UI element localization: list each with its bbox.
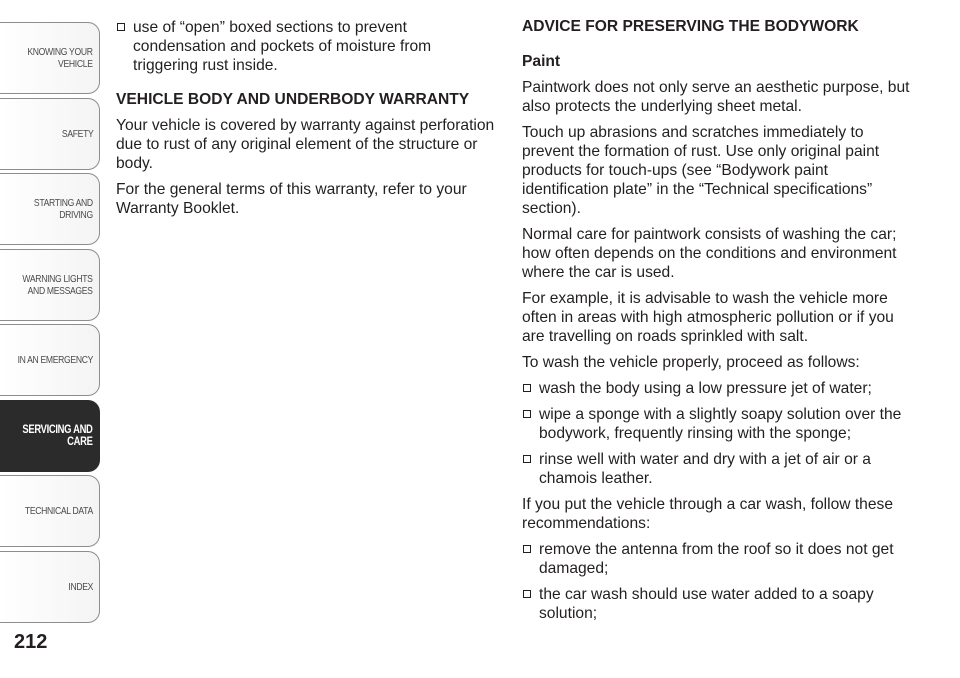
tab-label: KNOWING YOUR VEHICLE xyxy=(27,46,93,70)
list-item-text: remove the antenna from the roof so it does not get damaged; xyxy=(539,541,894,577)
subsection-heading: Paint xyxy=(522,53,561,70)
checkbox-bullet-icon xyxy=(523,410,531,418)
tab-index[interactable] xyxy=(0,551,100,623)
tab-label: WARNING LIGHTS AND MESSAGES xyxy=(22,272,93,297)
tab-warning-lights[interactable] xyxy=(0,249,100,321)
tab-servicing-and-care[interactable] xyxy=(0,400,100,472)
list-item-text: use of “open” boxed sections to prevent condensation and pockets of moisture from triggering rust inside. xyxy=(133,19,432,74)
list-item xyxy=(522,405,912,443)
checkbox-bullet-icon xyxy=(117,23,125,31)
paragraph: Paintwork does not only serve an aesthetic purpose, but also protects the underlying sheet metal. xyxy=(522,79,910,115)
tab-label: STARTING AND DRIVING xyxy=(34,197,93,221)
list-item-text: wash the body using a low pressure jet of water; xyxy=(539,380,872,397)
list-item xyxy=(522,585,912,623)
section-heading: VEHICLE BODY AND UNDERBODY WARRANTY xyxy=(116,91,470,108)
tab-label: TECHNICAL DATA xyxy=(25,505,93,517)
list-item xyxy=(522,540,912,578)
paragraph: Touch up abrasions and scratches immediately to prevent the formation of rust. Use only original paint products for touch-ups (see “Bodywork paint identification plate” in the “Technical specifications” section). xyxy=(522,124,880,217)
paragraph: Normal care for paintwork consists of washing the car; how often depends on the conditions and environment where the car is used. xyxy=(522,226,897,281)
tab-technical-data[interactable] xyxy=(0,475,100,547)
paragraph: If you put the vehicle through a car wash, follow these recommendations: xyxy=(522,496,893,532)
checkbox-bullet-icon xyxy=(523,384,531,392)
tab-in-an-emergency[interactable] xyxy=(0,324,100,396)
chapter-tabs xyxy=(0,22,100,626)
list-item-text: rinse well with water and dry with a jet of air or a chamois leather. xyxy=(539,451,871,487)
list-item xyxy=(522,379,912,398)
checkbox-bullet-icon xyxy=(523,545,531,553)
list-item-text: the car wash should use water added to a soapy solution; xyxy=(539,586,874,622)
checkbox-bullet-icon xyxy=(523,590,531,598)
tab-label: SERVICING AND CARE xyxy=(22,423,93,448)
section-heading: ADVICE FOR PRESERVING THE BODYWORK xyxy=(522,18,859,35)
tab-starting-and-driving[interactable] xyxy=(0,173,100,245)
right-column xyxy=(522,18,912,630)
tab-knowing-your-vehicle[interactable] xyxy=(0,22,100,94)
tab-label: IN AN EMERGENCY xyxy=(17,354,93,366)
list-item-text: wipe a sponge with a slightly soapy solution over the bodywork, frequently rinsing with the sponge; xyxy=(539,406,902,442)
paragraph: To wash the vehicle properly, proceed as follows: xyxy=(522,354,860,371)
tab-label: INDEX xyxy=(68,580,93,593)
checkbox-bullet-icon xyxy=(523,455,531,463)
paragraph: For example, it is advisable to wash the vehicle more often in areas with high atmospheric pollution or if you are travelling on roads sprinkled with salt. xyxy=(522,290,894,345)
paragraph: For the general terms of this warranty, refer to your Warranty Booklet. xyxy=(116,181,467,217)
page-number: 212 xyxy=(14,631,48,653)
list-item xyxy=(116,18,500,75)
tab-label: SAFETY xyxy=(61,127,93,140)
list-item xyxy=(522,450,912,488)
tab-safety[interactable] xyxy=(0,98,100,170)
paragraph: Your vehicle is covered by warranty against perforation due to rust of any original element of the structure or body. xyxy=(116,117,495,172)
left-column xyxy=(116,18,500,225)
